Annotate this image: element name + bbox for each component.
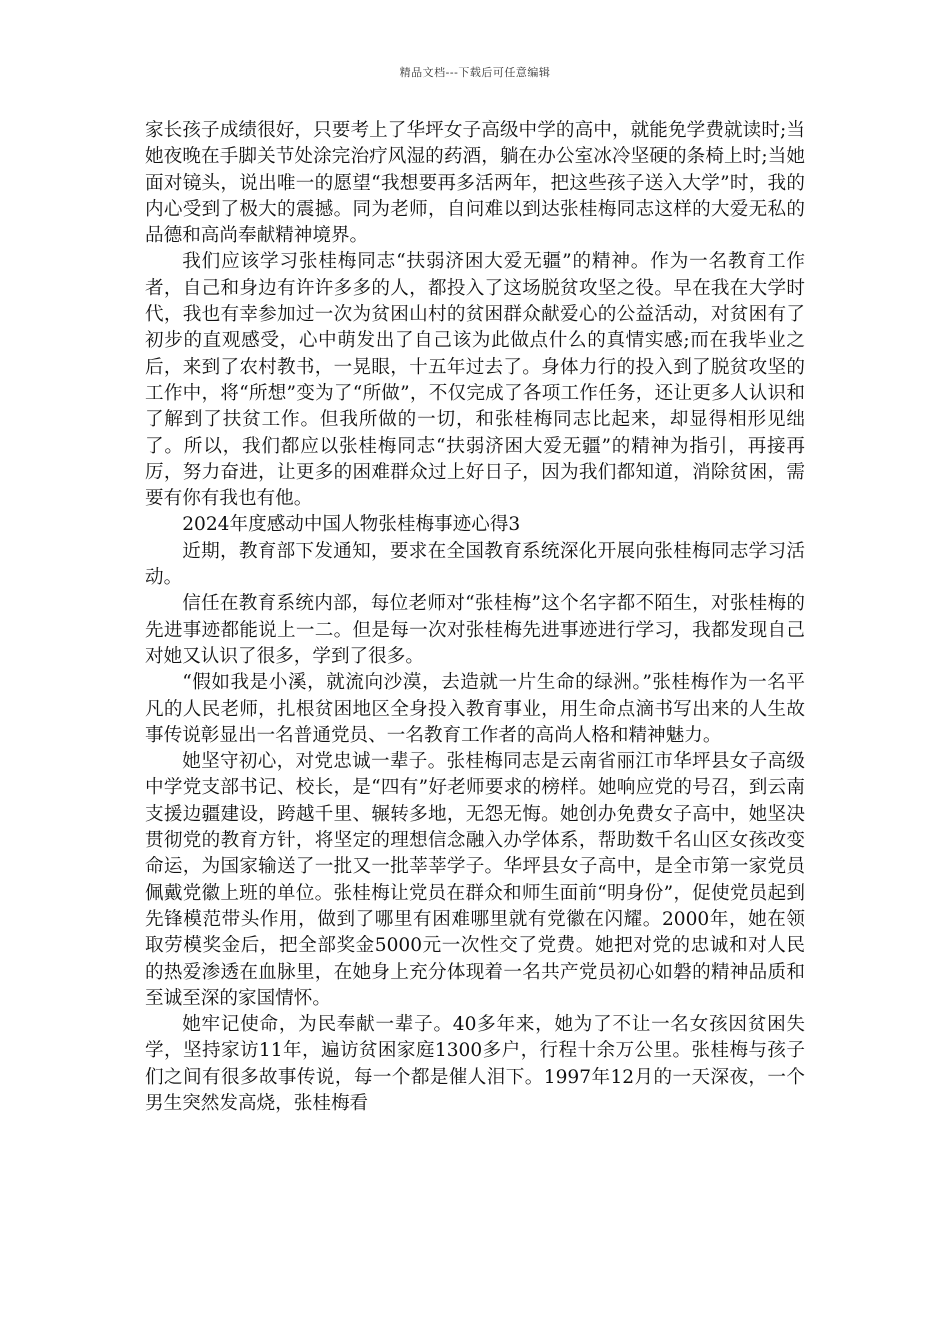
paragraph-2: 我们应该学习张桂梅同志“扶弱济困大爱无疆”的精神。作为一名教育工作者，自己和身边有许许多多的人，都投入了这场脱贫攻坚之役。早在我在大学时代，我也有幸参加过一次为贫困山村的贫困群众献爱心的公益活动，对贫困有了初步的直观感受，心中萌发出了自己该为此做点什么的真情实感;而在我毕业之后，来到了农村教书，一晃眼，十五年过去了。身体力行的投入到了脱贫攻坚的工作中，将“所想”变为了“所做”，不仅完成了各项工作任务，还让更多人认识和了解到了扶贫工作。但我所做的一切，和张桂梅同志比起来，却显得相形见绌了。所以，我们都应以张桂梅同志“扶弱济困大爱无疆”的精神为指引，再接再厉，努力奋进，让更多的困难群众过上好日子，因为我们都知道，消除贫困，需要有你有我也有他。 <box>145 251 805 510</box>
paragraph-4: 信任在教育系统内部，每位老师对“张桂梅”这个名字都不陌生，对张桂梅的先进事迹都能说上一二。但是每一次对张桂梅先进事迹进行学习，我都发现自己对她又认识了很多，学到了很多。 <box>145 593 805 667</box>
section-heading: 2024年度感动中国人物张桂梅事迹心得3 <box>182 514 521 536</box>
paragraph-5: “假如我是小溪，就流向沙漠，去造就一片生命的绿洲。”张桂梅作为一名平凡的人民老师，扎根贫困地区全身投入教育事业，用生命点滴书写出来的人生故事传说彰显出一名普通党员、一名教育工作者的高尚人格和精神魅力。 <box>145 672 805 746</box>
document-body <box>145 118 805 1117</box>
paragraph-7: 她牢记使命，为民奉献一辈子。40多年来，她为了不让一名女孩因贫困失学，坚持家访11年，遍访贫困家庭1300多户，行程十余万公里。张桂梅与孩子们之间有很多故事传说，每一个都是催人泪下。1997年12月的一天深夜，一个男生突然发高烧，张桂梅看 <box>145 1014 805 1114</box>
page-header: 精品文档---下载后可任意编辑 <box>399 66 551 79</box>
paragraph-6: 她坚守初心，对党忠诚一辈子。张桂梅同志是云南省丽江市华坪县女子高级中学党支部书记、校长，是“四有”好老师要求的榜样。她响应党的号召，到云南支援边疆建设，跨越千里、辗转多地，无怨无悔。她创办免费女子高中，她坚决贯彻党的教育方针，将坚定的理想信念融入办学体系，帮助数千名山区女孩改变命运，为国家输送了一批又一批莘莘学子。华坪县女子高中，是全市第一家党员佩戴党徽上班的单位。张桂梅让党员在群众和师生面前“明身份”，促使党员起到先锋模范带头作用，做到了哪里有困难哪里就有党徽在闪耀。2000年，她在领取劳模奖金后，把全部奖金5000元一次性交了党费。她把对党的忠诚和对人民的热爱渗透在血脉里，在她身上充分体现着一名共产党员初心如磐的精神品质和至诚至深的家国情怀。 <box>145 751 805 1009</box>
paragraph-1: 家长孩子成绩很好，只要考上了华坪女子高级中学的高中，就能免学费就读时;当她夜晚在手脚关节处涂完治疗风湿的药酒，躺在办公室冰冷坚硬的条椅上时;当她面对镜头，说出唯一的愿望“我想要再多活两年，把这些孩子送入大学”时，我的内心受到了极大的震撼。同为老师，自问难以到达张桂梅同志这样的大爱无私的品德和高尚奉献精神境界。 <box>145 120 805 247</box>
paragraph-3: 近期，教育部下发通知，要求在全国教育系统深化开展向张桂梅同志学习活动。 <box>145 540 805 589</box>
